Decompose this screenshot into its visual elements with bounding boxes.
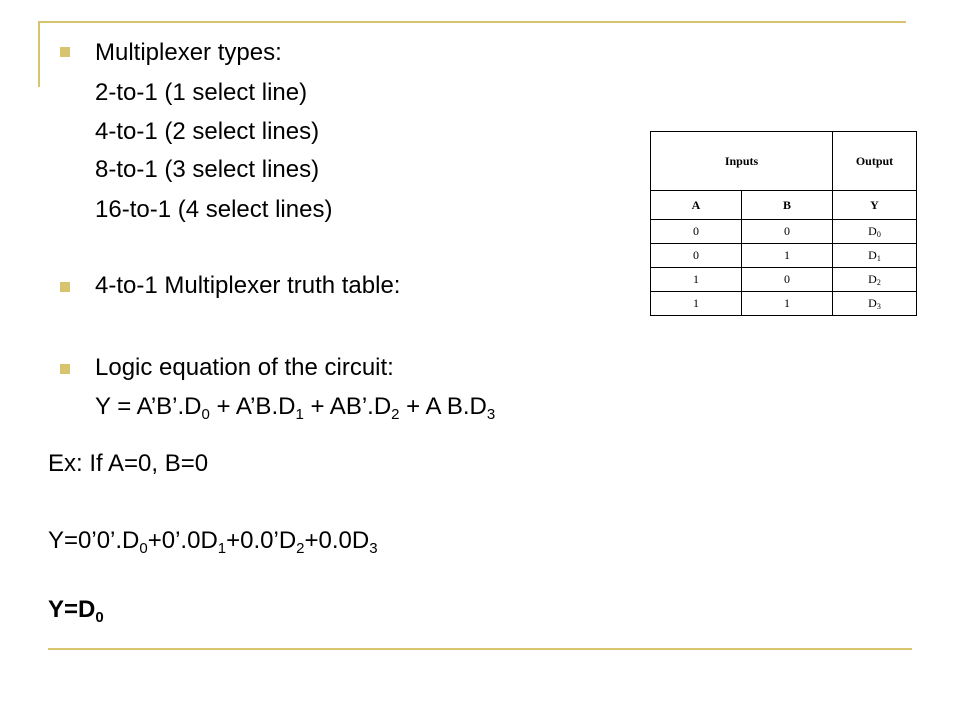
cell-y-sub: 1 [876, 254, 881, 263]
expr-part: Y=0’0’.D [48, 527, 140, 554]
bullet-icon [60, 282, 70, 292]
expr-sub: 3 [369, 540, 378, 557]
table-row [651, 220, 917, 244]
eq-sub: 2 [391, 406, 400, 423]
type-item: 4-to-1 (2 select lines) [95, 118, 320, 145]
cell-y-sub: 0 [876, 230, 881, 239]
expr-part: +0.0’D [226, 527, 297, 554]
bullet-icon [60, 364, 70, 374]
eq-part: + A’B.D [209, 393, 296, 420]
eq-part: Y = A’B’.D [95, 393, 202, 420]
expr-sub: 2 [296, 540, 305, 557]
cell-y [833, 220, 917, 244]
eq-part: + A B.D [399, 393, 487, 420]
expr-sub: 1 [217, 540, 227, 557]
eq-sub: 1 [295, 406, 304, 423]
top-rule [38, 21, 906, 23]
cell-a: 0 [651, 244, 742, 268]
bullet-icon [60, 47, 70, 57]
cell-b: 0 [742, 220, 833, 244]
cell-b: 1 [742, 292, 833, 316]
cell-b: 0 [742, 268, 833, 292]
cell-y-text: D [868, 224, 877, 238]
cell-y [833, 268, 917, 292]
column-header-b: B [742, 191, 833, 220]
cell-a: 1 [651, 292, 742, 316]
cell-y-sub: 2 [876, 278, 881, 287]
example-result [48, 595, 104, 625]
cell-b: 1 [742, 244, 833, 268]
logic-heading: Logic equation of the circuit: [95, 354, 394, 381]
truth-table [650, 131, 917, 316]
cell-a: 0 [651, 220, 742, 244]
eq-sub: 0 [201, 406, 210, 423]
cell-y-text: D [868, 272, 877, 286]
type-item: 2-to-1 (1 select line) [95, 79, 308, 106]
cell-y [833, 244, 917, 268]
column-header-a: A [651, 191, 742, 220]
cell-y-text: D [868, 248, 877, 262]
column-header-y: Y [833, 191, 917, 220]
eq-sub: 3 [486, 406, 496, 423]
eq-part: + AB’.D [303, 393, 392, 420]
bottom-rule [48, 648, 912, 650]
cell-y-text: D [868, 296, 877, 310]
result-text: Y=D [48, 596, 96, 623]
type-item: 8-to-1 (3 select lines) [95, 156, 320, 183]
left-rule [38, 21, 40, 87]
result-sub: 0 [95, 609, 104, 626]
truth-table-heading: 4-to-1 Multiplexer truth table: [95, 272, 401, 299]
output-header: Output [833, 132, 917, 191]
types-heading: Multiplexer types: [95, 39, 282, 66]
table-row [651, 268, 917, 292]
expr-part: +0.0D [304, 527, 370, 554]
table-row [651, 292, 917, 316]
example-expression [48, 526, 378, 556]
table-row [651, 244, 917, 268]
expr-sub: 0 [139, 540, 148, 557]
inputs-header: Inputs [651, 132, 833, 191]
logic-equation [95, 392, 495, 422]
cell-y-sub: 3 [876, 302, 881, 311]
expr-part: +0’.0D [147, 527, 218, 554]
type-item: 16-to-1 (4 select lines) [95, 196, 333, 223]
cell-y [833, 292, 917, 316]
example-condition: Ex: If A=0, B=0 [48, 450, 209, 477]
cell-a: 1 [651, 268, 742, 292]
